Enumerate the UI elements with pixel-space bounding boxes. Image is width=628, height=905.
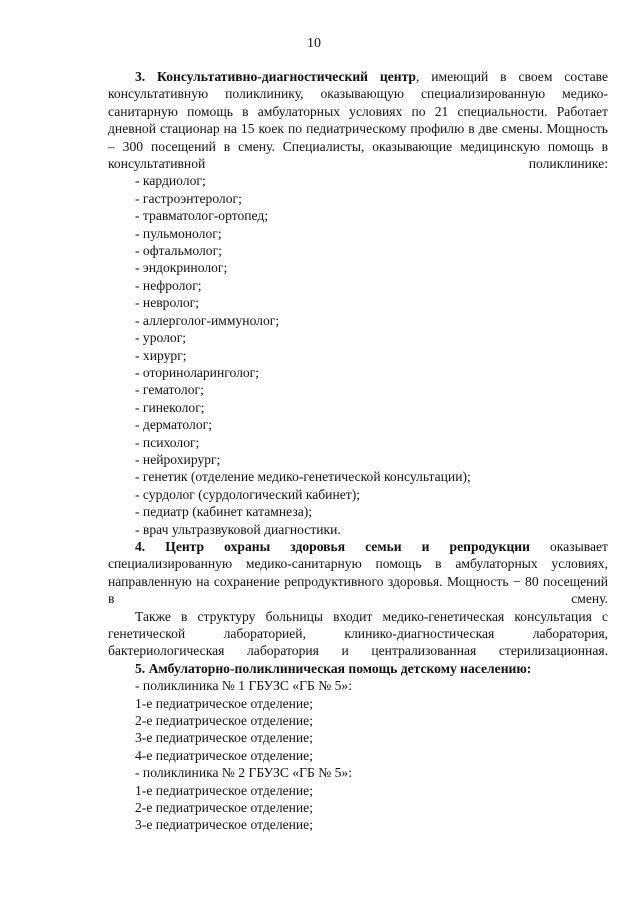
list-item: - гематолог; xyxy=(135,382,204,398)
document-body xyxy=(108,68,608,834)
list-item: - психолог; xyxy=(135,434,200,450)
pediatric-units-list xyxy=(108,677,608,834)
list-item: 3-е педиатрическое отделение; xyxy=(135,730,313,746)
list-item: 2-е педиатрическое отделение; xyxy=(135,800,313,816)
section-5-heading: 5. Амбулаторно-поликлиническая помощь детскому населению: xyxy=(135,660,532,676)
list-item: - аллерголог-иммунолог; xyxy=(135,312,280,328)
list-item: - сурдолог (сурдологический кабинет); xyxy=(135,486,361,502)
list-item: - хирург; xyxy=(135,347,187,363)
list-item: 1-е педиатрическое отделение; xyxy=(135,782,313,798)
section-4-text: оказывает специализированную медико-санитарную помощь в амбулаторных условиях, направленную на сохранение репродуктивного здоровья. Мощность − 80 посещений в смену. xyxy=(108,538,608,607)
list-item: - травматолог-ортопед; xyxy=(135,208,269,224)
list-item: 3-е педиатрическое отделение; xyxy=(135,817,313,833)
list-item: - гастроэнтеролог; xyxy=(135,190,242,206)
list-item: - врач ультразвуковой диагностики. xyxy=(135,521,341,537)
list-item: - поликлиника № 2 ГБУЗС «ГБ № 5»: xyxy=(135,765,352,781)
list-item: 1-е педиатрическое отделение; xyxy=(135,695,313,711)
list-item: - педиатр (кабинет катамнеза); xyxy=(135,504,313,520)
list-item: - нефролог; xyxy=(135,277,202,293)
section-3-text: , имеющий в своем составе консультативную поликлинику, оказывающую специализированную медико-санитарную помощь в амбулаторных условиях по 21 специальности. Работает дневной стационар на 15 коек по педиатрическому профилю в две смены. Мощность – 300 посещений в смену. Специалисты, оказывающие медицинскую помощь в консультативной поликлинике: xyxy=(108,69,608,172)
list-item: 4-е педиатрическое отделение; xyxy=(135,747,313,763)
section-3-heading: 3. Консультативно-диагностический центр xyxy=(135,69,416,84)
list-item: - дерматолог; xyxy=(135,417,212,433)
page-number: 10 xyxy=(307,36,321,51)
list-item: - эндокринолог; xyxy=(135,260,228,276)
list-item: - гинеколог; xyxy=(135,399,205,415)
structure-paragraph: Также в структуру больницы входит медико-генетическая консультация с генетической лабораторией, клинико-диагностическая лаборатория, бактериологическая лаборатория и централизованная стерилизационная. xyxy=(108,608,608,659)
list-item: - невролог; xyxy=(135,295,199,311)
section-5-paragraph xyxy=(108,660,608,677)
list-item: - офтальмолог; xyxy=(135,243,222,259)
list-item: - генетик (отделение медико-генетической консультации); xyxy=(135,469,471,485)
list-item: - поликлиника № 1 ГБУЗС «ГБ № 5»: xyxy=(135,678,352,694)
list-item: - пульмонолог; xyxy=(135,225,222,241)
section-4-paragraph xyxy=(108,538,608,608)
list-item: - нейрохирург; xyxy=(135,451,221,467)
specialists-list xyxy=(108,172,608,538)
section-4-heading: 4. Центр охраны здоровья семьи и репродукции xyxy=(135,538,530,554)
section-3-paragraph xyxy=(108,68,608,172)
list-item: - оториноларинголог; xyxy=(135,364,260,380)
list-item: - уролог; xyxy=(135,330,187,346)
list-item: - кардиолог; xyxy=(135,173,206,189)
list-item: 2-е педиатрическое отделение; xyxy=(135,713,313,729)
